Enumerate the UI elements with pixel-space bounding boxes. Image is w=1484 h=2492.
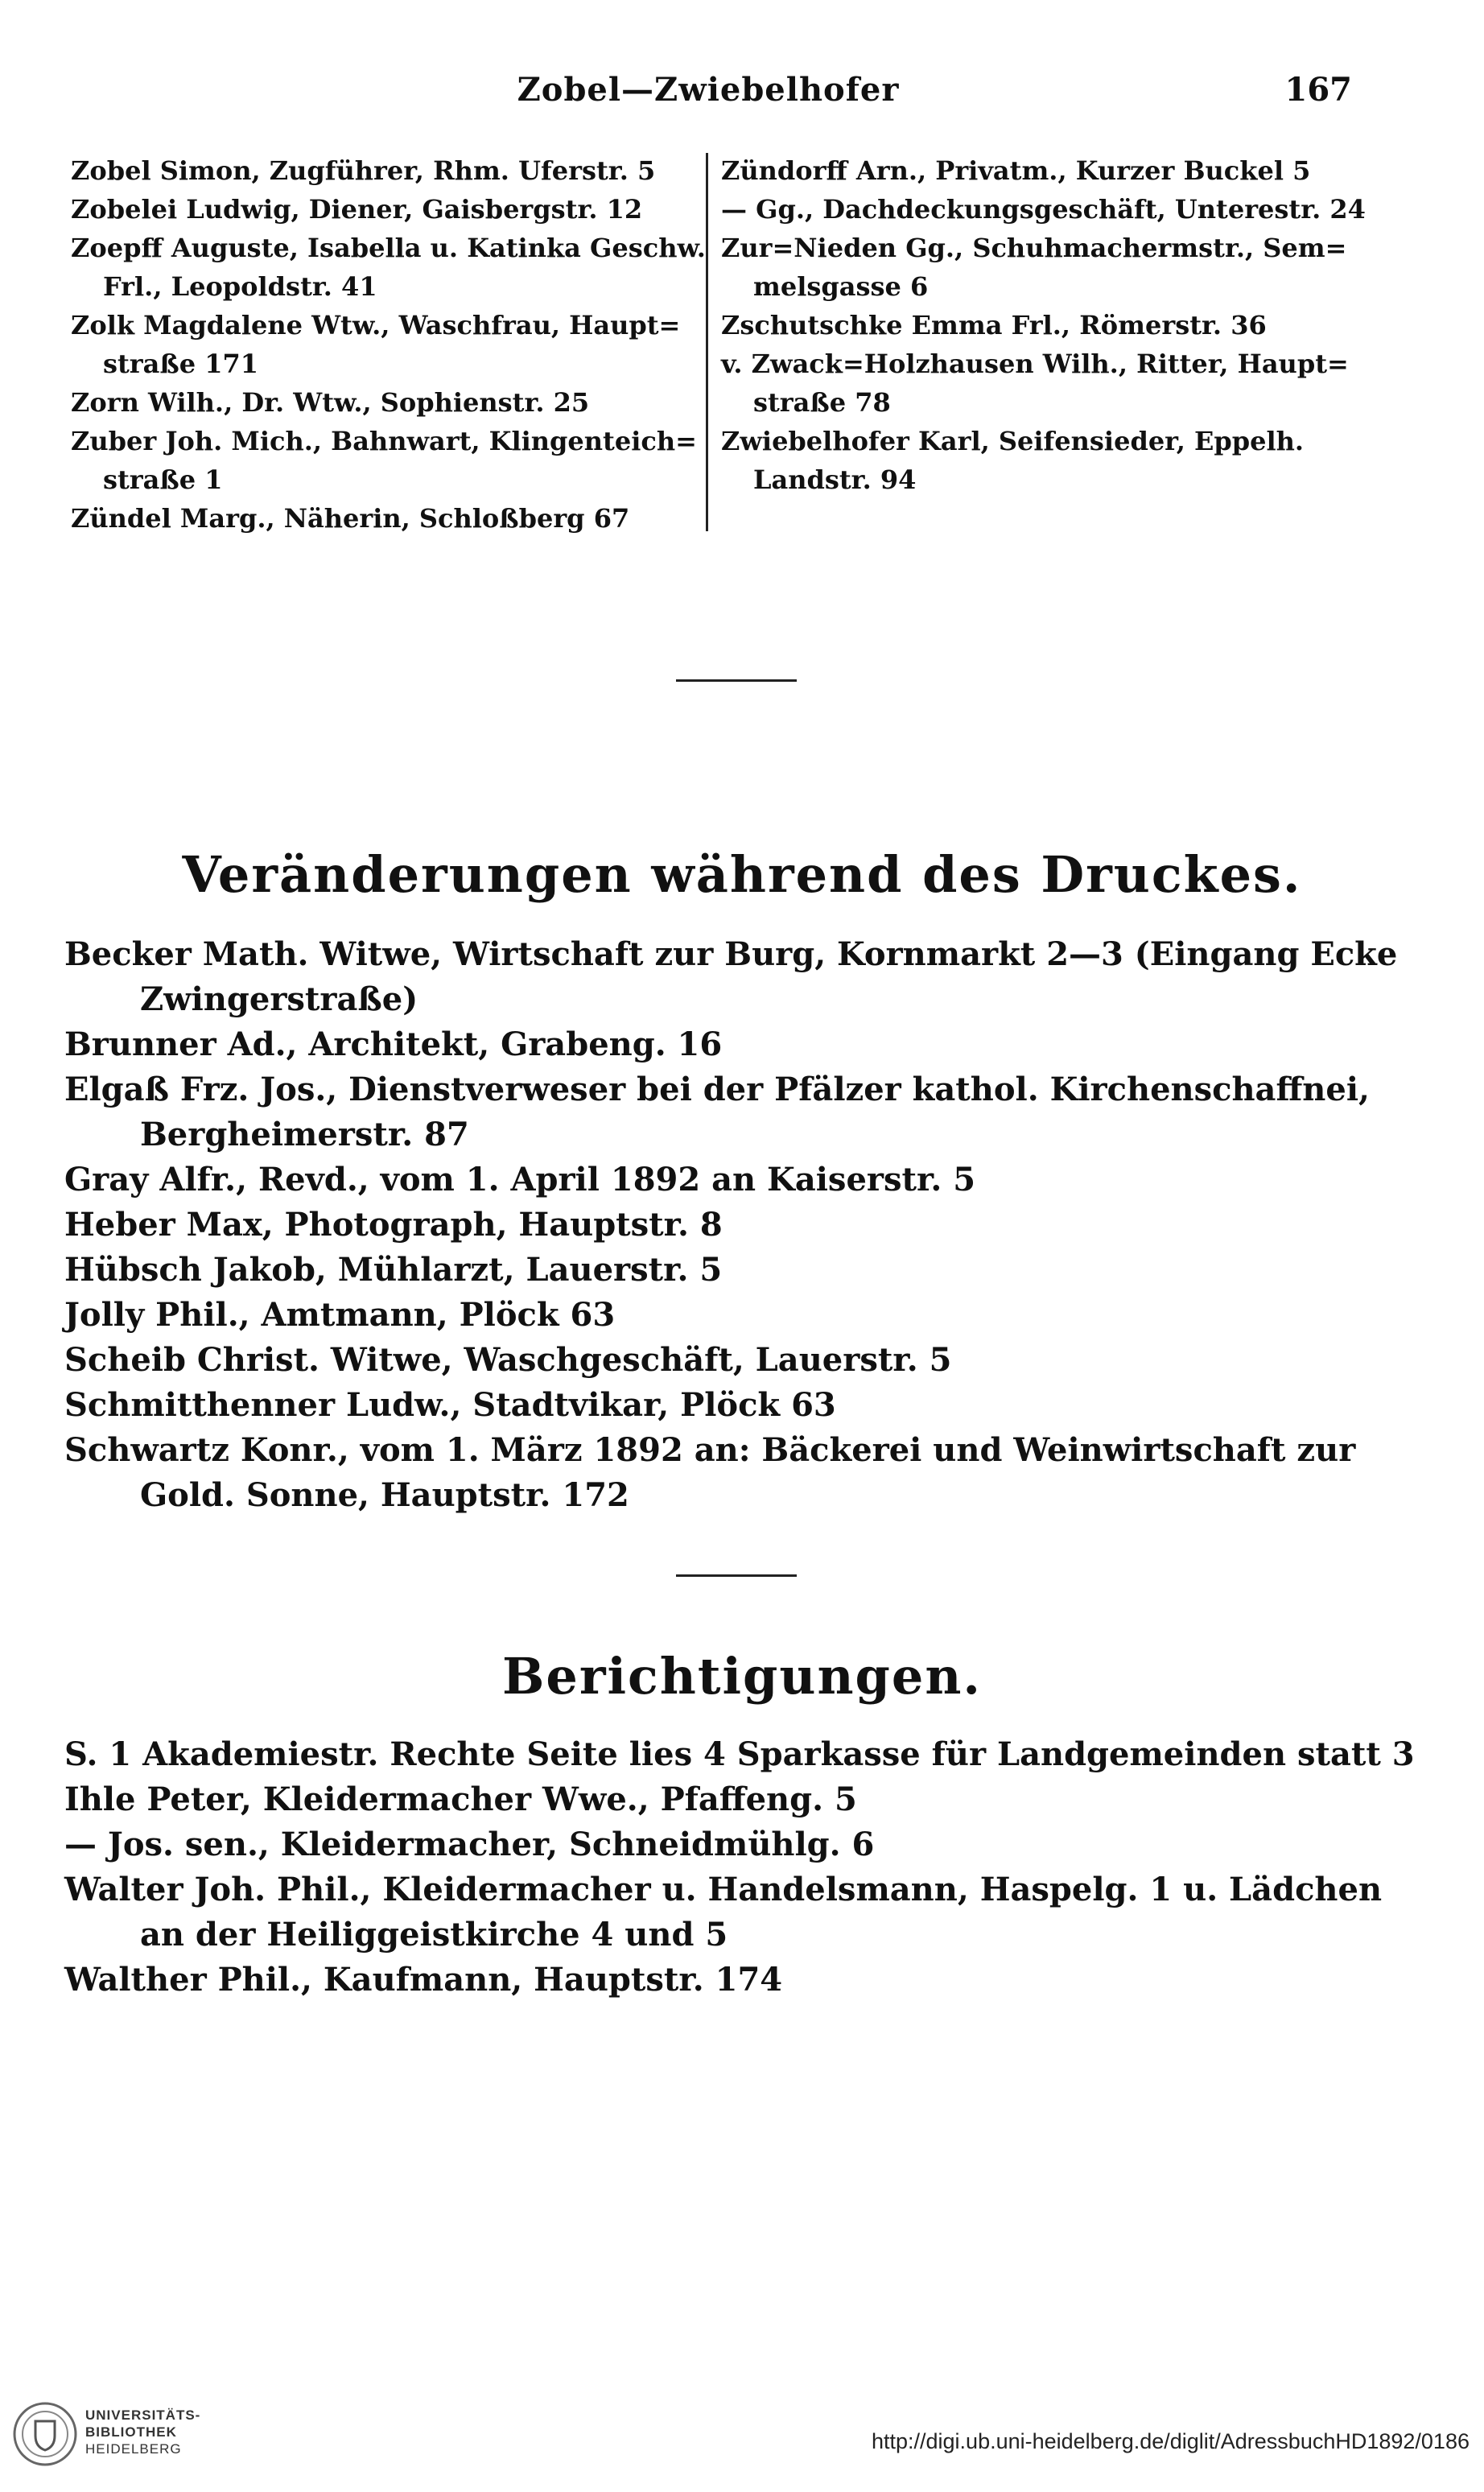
changes-title: Veränderungen während des Druckes. [182, 845, 1302, 904]
library-line: UNIVERSITÄTS- [85, 2407, 201, 2423]
entry [64, 1022, 1352, 1067]
left-column [71, 151, 706, 538]
entry-text: Schmitthenner Ludw., Stadtvikar, Plöck 63 [64, 1386, 836, 1424]
entry [64, 1822, 1352, 1867]
entry [64, 1428, 1356, 1518]
section-rule [676, 679, 797, 682]
entry-text: — Jos. sen., Kleidermacher, Schneidmühlg. 6 [64, 1826, 875, 1863]
entry [71, 422, 699, 499]
entry [721, 229, 1357, 306]
entry-text: Scheib Christ. Witwe, Waschgeschäft, Lauerstr. 5 [64, 1341, 952, 1379]
entry-continuation: straße 1 [103, 464, 223, 495]
entry [721, 190, 1366, 229]
entry [71, 306, 699, 383]
entry-continuation: Landstr. 94 [753, 464, 917, 495]
entry-text: Zwiebelhofer Karl, Seifensieder, Eppelh. [721, 426, 1305, 456]
library-line: BIBLIOTHEK [85, 2424, 177, 2440]
changes-list [64, 932, 1398, 1518]
footer [0, 2383, 1484, 2492]
entry-text: Jolly Phil., Amtmann, Plöck 63 [64, 1296, 616, 1334]
entry-text: — Gg., Dachdeckungsgeschäft, Unterestr. 24 [721, 194, 1366, 225]
entry [71, 190, 699, 229]
entry-text: Zündel Marg., Näherin, Schloßberg 67 [71, 503, 630, 534]
entry-text: Zur=Nieden Gg., Schuhmachermstr., Sem= [721, 233, 1347, 263]
entry-text: S. 1 Akademiestr. Rechte Seite lies 4 Sparkasse für Landgemeinden statt 3 [64, 1735, 1415, 1773]
entry-text: Ihle Peter, Kleidermacher Wwe., Pfaffeng. 5 [64, 1780, 857, 1818]
page-number: 167 [1284, 71, 1352, 109]
entry-text: Brunner Ad., Architekt, Grabeng. 16 [64, 1025, 723, 1063]
section-rule [676, 1574, 797, 1577]
entry-continuation: straße 78 [753, 387, 891, 418]
entry-continuation: Gold. Sonne, Hauptstr. 172 [140, 1476, 629, 1514]
running-title: Zobel—Zwiebelhofer [517, 71, 900, 109]
entry-continuation: melsgasse 6 [753, 271, 929, 302]
entry-text: Zobelei Ludwig, Diener, Gaisbergstr. 12 [71, 194, 643, 225]
entry-text: Walter Joh. Phil., Kleidermacher u. Handelsmann, Haspelg. 1 u. Lädchen [64, 1871, 1383, 1908]
entry [64, 1067, 1370, 1157]
entry-continuation: an der Heiliggeistkirche 4 und 5 [140, 1916, 728, 1954]
entry-text: Zschutschke Emma Frl., Römerstr. 36 [721, 310, 1267, 340]
source-url[interactable]: http://digi.ub.uni-heidelberg.de/diglit/AdressbuchHD1892/0186 [871, 2429, 1470, 2453]
university-seal-icon [11, 2400, 79, 2468]
entry [71, 229, 706, 306]
entry [71, 151, 699, 190]
entry [64, 1338, 1352, 1383]
entry-text: Walther Phil., Kaufmann, Hauptstr. 174 [64, 1961, 783, 1999]
entry-text: v. Zwack=Holzhausen Wilh., Ritter, Haupt= [721, 349, 1349, 379]
entry [71, 499, 699, 538]
entry [64, 1732, 1415, 1777]
entry-text: Hübsch Jakob, Mühlarzt, Lauerstr. 5 [64, 1251, 723, 1289]
corrections-title: Berichtigungen. [501, 1647, 983, 1706]
entry [721, 306, 1357, 345]
entry-text: Heber Max, Photograph, Hauptstr. 8 [64, 1206, 723, 1244]
entry-text: Elgaß Frz. Jos., Dienstverweser bei der Pfälzer kathol. Kirchenschaffnei, [64, 1071, 1370, 1108]
entry-continuation: straße 171 [103, 349, 258, 379]
entry [64, 1248, 1352, 1293]
entry-continuation: Zwingerstraße) [140, 980, 418, 1018]
entry-text: Zorn Wilh., Dr. Wtw., Sophienstr. 25 [71, 387, 590, 418]
library-name [85, 2407, 200, 2457]
entry-continuation: Bergheimerstr. 87 [140, 1116, 469, 1153]
entry [721, 422, 1357, 499]
entry [64, 1867, 1383, 1958]
entry [64, 1958, 1352, 2003]
right-column [721, 151, 1366, 499]
entry-text: Becker Math. Witwe, Wirtschaft zur Burg, Kornmarkt 2—3 (Eingang Ecke [64, 935, 1398, 973]
entry [64, 1293, 1352, 1338]
entry [64, 1383, 1352, 1428]
entry-text: Zündorff Arn., Privatm., Kurzer Buckel 5 [721, 155, 1311, 186]
entry [64, 932, 1398, 1022]
entry-text: Zuber Joh. Mich., Bahnwart, Klingenteich= [71, 426, 697, 456]
entry-text: Schwartz Konr., vom 1. März 1892 an: Bäckerei und Weinwirtschaft zur [64, 1431, 1356, 1469]
library-line: HEIDELBERG [85, 2441, 182, 2457]
entry [64, 1203, 1352, 1248]
entry [721, 151, 1357, 190]
entry-continuation: Frl., Leopoldstr. 41 [103, 271, 377, 302]
entry-text: Zolk Magdalene Wtw., Waschfrau, Haupt= [71, 310, 681, 340]
corrections-list [64, 1732, 1415, 2003]
entry-text: Zoepff Auguste, Isabella u. Katinka Geschw. [71, 233, 706, 263]
column-divider [706, 153, 708, 531]
page-header [64, 71, 1352, 119]
entry [64, 1157, 1352, 1203]
entry-text: Gray Alfr., Revd., vom 1. April 1892 an Kaiserstr. 5 [64, 1161, 976, 1199]
entry-text: Zobel Simon, Zugführer, Rhm. Uferstr. 5 [71, 155, 656, 186]
entry [64, 1777, 1352, 1822]
entry [71, 383, 699, 422]
entry [721, 345, 1357, 422]
